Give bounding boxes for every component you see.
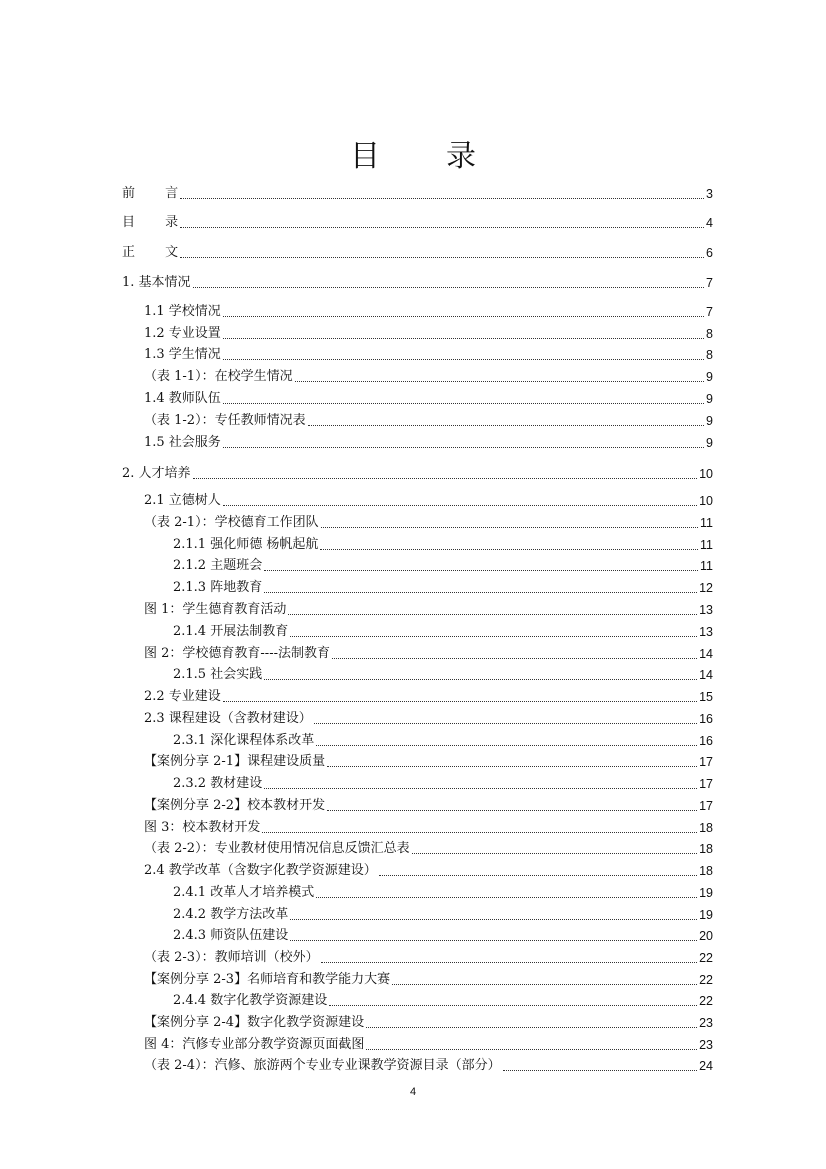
toc-entry[interactable] (144, 368, 713, 386)
toc-entry[interactable] (144, 325, 713, 343)
toc-entry[interactable] (144, 303, 713, 321)
leader-dots (295, 381, 704, 382)
toc-entry[interactable] (122, 214, 713, 232)
leader-dots (327, 810, 697, 811)
leader-dots (366, 1027, 697, 1028)
toc-entry-page: 10 (699, 494, 713, 508)
leader-dots (193, 287, 705, 288)
toc-entry-label: 【案例分享 2-1】课程建设质量 (144, 754, 326, 769)
toc-entry[interactable] (144, 862, 713, 880)
toc-entry-page: 17 (699, 755, 713, 769)
toc-entry-label: 2.3.2 教材建设 (173, 776, 263, 791)
toc-entry-label: 图 4：汽修专业部分教学资源页面截图 (144, 1037, 365, 1052)
leader-dots (262, 832, 697, 833)
page-number: 4 (409, 1086, 417, 1098)
leader-dots (308, 425, 704, 426)
toc-entry[interactable] (173, 557, 713, 575)
leader-dots (290, 940, 697, 941)
leader-dots (321, 962, 698, 963)
toc-entry-page: 17 (699, 799, 713, 813)
leader-dots (264, 592, 697, 593)
toc-entry-label: 2.4 教学改革（含数字化教学资源建设） (144, 863, 377, 878)
toc-entry-label: 2.3 课程建设（含教材建设） (144, 711, 312, 726)
toc-entry[interactable] (144, 601, 713, 619)
toc-entry-label: 1.2 专业设置 (144, 326, 221, 341)
leader-dots (264, 679, 697, 680)
leader-dots (366, 1049, 697, 1050)
toc-entry-label: 2.1.5 社会实践 (173, 667, 263, 682)
toc-entry-page: 16 (699, 734, 713, 748)
toc-entry[interactable] (144, 1057, 713, 1075)
toc-entry-page: 24 (699, 1059, 713, 1073)
toc-entry-label: 1. 基本情况 (122, 275, 191, 290)
toc-entry[interactable] (144, 710, 713, 728)
toc-entry[interactable] (144, 346, 713, 364)
toc-entry-page: 22 (699, 973, 713, 987)
leader-dots (180, 227, 704, 228)
toc-entry-label: 2.4.4 数字化教学资源建设 (173, 993, 328, 1008)
leader-dots (329, 1005, 697, 1006)
toc-entry-label: 1.5 社会服务 (144, 435, 221, 450)
toc-entry-label: 正 文 (122, 245, 179, 260)
leader-dots (314, 723, 697, 724)
toc-entry[interactable] (173, 775, 713, 793)
leader-dots (290, 636, 697, 637)
toc-entry-page: 18 (699, 842, 713, 856)
toc-entry[interactable] (173, 666, 713, 684)
toc-entry[interactable] (144, 390, 713, 408)
toc-entry[interactable] (144, 1036, 713, 1054)
toc-entry-page: 11 (700, 538, 713, 552)
toc-entry-label: （表 1-1）：在校学生情况 (144, 369, 293, 384)
toc-entry-label: 2.1.4 开展法制教育 (173, 624, 289, 639)
toc-entry-label: 2.1 立德树人 (144, 493, 221, 508)
toc-entry-page: 20 (699, 929, 713, 943)
toc-entry-page: 18 (699, 821, 713, 835)
toc-entry[interactable] (144, 688, 713, 706)
toc-entry-page: 13 (699, 603, 713, 617)
toc-entry-page: 11 (700, 559, 713, 573)
toc-entry-label: 1.4 教师队伍 (144, 391, 221, 406)
toc-entry-label: 【案例分享 2-4】数字化教学资源建设 (144, 1015, 365, 1030)
toc-entry-page: 23 (699, 1016, 713, 1030)
toc-entry-page: 8 (706, 327, 713, 341)
leader-dots (412, 853, 698, 854)
toc-entry-page: 7 (706, 305, 713, 319)
toc-entry-label: 目 录 (122, 215, 179, 230)
leader-dots (379, 875, 697, 876)
toc-entry[interactable] (144, 797, 713, 815)
toc-entry-label: 【案例分享 2-2】校本教材开发 (144, 798, 326, 813)
leader-dots (223, 359, 704, 360)
toc-entry-label: 2.1.3 阵地教育 (173, 580, 263, 595)
leader-dots (180, 257, 704, 258)
toc-entry-label: 2.1.1 强化师德 杨帆起航 (173, 537, 319, 552)
toc-entry[interactable] (173, 927, 713, 945)
leader-dots (223, 338, 704, 339)
toc-entry[interactable] (122, 244, 713, 262)
toc-entry-page: 16 (699, 712, 713, 726)
leader-dots (392, 984, 697, 985)
leader-dots (264, 570, 698, 571)
toc-entry-page: 9 (706, 436, 713, 450)
toc-entry[interactable] (144, 840, 713, 858)
toc-title-char-2: 录 (446, 139, 476, 174)
leader-dots (320, 549, 698, 550)
toc-entry[interactable] (144, 753, 713, 771)
toc-entry-page: 14 (699, 668, 713, 682)
toc-entry[interactable] (173, 732, 713, 750)
leader-dots (223, 403, 704, 404)
leader-dots (290, 919, 697, 920)
leader-dots (503, 1070, 698, 1071)
leader-dots (327, 766, 697, 767)
leader-dots (332, 658, 697, 659)
toc-entry[interactable] (122, 465, 713, 483)
toc-entry-page: 3 (706, 187, 713, 201)
toc-entry-label: 图 3：校本教材开发 (144, 820, 261, 835)
toc-entry-label: 2.4.2 教学方法改革 (173, 907, 289, 922)
toc-entry[interactable] (144, 514, 713, 532)
toc-entry-label: （表 2-1）：学校德育工作团队 (144, 515, 319, 530)
toc-entry-page: 23 (699, 1038, 713, 1052)
toc-entry-page: 13 (699, 625, 713, 639)
toc-entry[interactable] (173, 992, 713, 1010)
leader-dots (223, 447, 704, 448)
toc-entry-page: 18 (699, 864, 713, 878)
toc-entry-page: 19 (699, 886, 713, 900)
toc-entry-label: 图 2：学校德育教育----法制教育 (144, 646, 330, 661)
toc-entry-label: 【案例分享 2-3】名师培育和教学能力大赛 (144, 972, 391, 987)
toc-entry-label: 2. 人才培养 (122, 466, 191, 481)
leader-dots (223, 316, 704, 317)
leader-dots (223, 701, 697, 702)
toc-entry[interactable] (144, 645, 713, 663)
toc-entry-page: 8 (706, 348, 713, 362)
toc-entry-page: 4 (706, 216, 713, 230)
toc-entry-label: 2.4.3 师资队伍建设 (173, 928, 289, 943)
toc-entry[interactable] (173, 884, 713, 902)
toc-title-char-1: 目 (350, 139, 380, 174)
toc-entry-page: 10 (699, 467, 713, 481)
toc-entry-page: 12 (699, 581, 713, 595)
toc-entry-label: 1.3 学生情况 (144, 347, 221, 362)
leader-dots (288, 614, 697, 615)
toc-entry[interactable] (173, 906, 713, 924)
toc-entry[interactable] (122, 185, 713, 203)
toc-entry[interactable] (144, 434, 713, 452)
toc-entry-label: 2.1.2 主题班会 (173, 558, 263, 573)
toc-entry-page: 22 (699, 951, 713, 965)
leader-dots (321, 527, 698, 528)
toc-entry[interactable] (173, 579, 713, 597)
leader-dots (193, 478, 698, 479)
toc-entry-label: 2.3.1 深化课程体系改革 (173, 733, 315, 748)
leader-dots (316, 897, 697, 898)
toc-entry[interactable] (144, 412, 713, 430)
toc-entry[interactable] (144, 971, 713, 989)
toc-entry-label: （表 2-3）：教师培训（校外） (144, 950, 319, 965)
toc-entry-page: 19 (699, 908, 713, 922)
toc-entry-page: 6 (706, 246, 713, 260)
toc-entry-label: （表 1-2）：专任教师情况表 (144, 413, 306, 428)
toc-entry[interactable] (144, 949, 713, 967)
toc-entry[interactable] (144, 492, 713, 510)
toc-entry-page: 22 (699, 994, 713, 1008)
leader-dots (316, 745, 697, 746)
toc-entry-label: （表 2-2）：专业教材使用情况信息反馈汇总表 (144, 841, 410, 856)
toc-entry-page: 11 (700, 516, 713, 530)
toc-entry-page: 17 (699, 777, 713, 791)
toc-entry-label: 1.1 学校情况 (144, 304, 221, 319)
toc-entry[interactable] (144, 1014, 713, 1032)
toc-entry-page: 9 (706, 392, 713, 406)
toc-entry-page: 14 (699, 647, 713, 661)
toc-entry-page: 15 (699, 690, 713, 704)
toc-entry-page: 9 (706, 370, 713, 384)
toc-entry-label: 图 1：学生德育教育活动 (144, 602, 287, 617)
toc-entry[interactable] (144, 819, 713, 837)
toc-entry-page: 9 (706, 414, 713, 428)
toc-entry[interactable] (173, 623, 713, 641)
leader-dots (180, 198, 704, 199)
toc-entry-label: 2.4.1 改革人才培养模式 (173, 885, 315, 900)
toc-entry[interactable] (122, 274, 713, 292)
toc-entry-label: 前 言 (122, 186, 179, 201)
leader-dots (223, 505, 697, 506)
toc-entry-label: 2.2 专业建设 (144, 689, 221, 704)
toc-entry[interactable] (173, 536, 713, 554)
toc-entry-page: 7 (706, 276, 713, 290)
leader-dots (264, 788, 697, 789)
toc-entry-label: （表 2-4）：汽修、旅游两个专业专业课教学资源目录（部分） (144, 1058, 501, 1073)
